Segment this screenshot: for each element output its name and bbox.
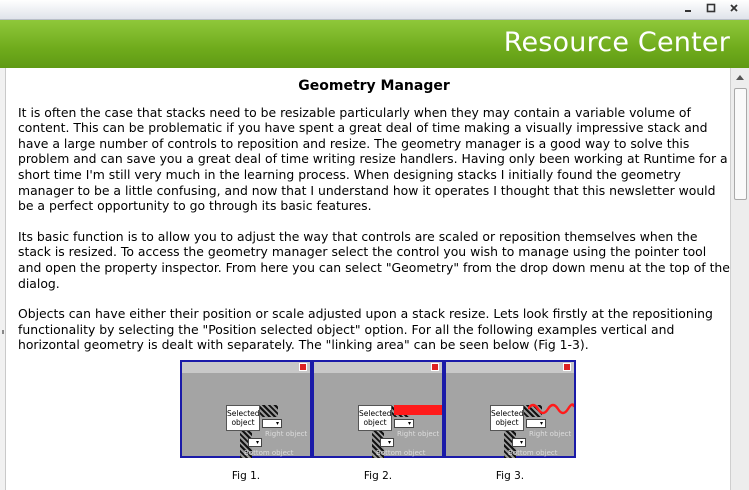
figure-1-caption: Fig 1. (231, 470, 261, 482)
left-splitter[interactable] (0, 68, 6, 490)
figure-3 (444, 360, 576, 458)
selected-object: Selected object (358, 405, 392, 431)
article-heading: Geometry Manager (298, 78, 450, 94)
close-icon (729, 3, 739, 13)
close-icon (563, 363, 571, 371)
fixed-link-bar (394, 405, 442, 415)
selected-object: Selected object (490, 405, 524, 431)
maximize-icon (706, 3, 716, 13)
paragraph-1: It is often the case that stacks need to be resizable particularly when they may contain a variable volume of content. This can be problematic if you have spent a great deal of time making a visually impressive stack and have a large number of controls to reposition and resize. The geometry manager is a good way to solve this problem and can save you a great deal of time writing resize handlers. Having only been working at Runtime for a short time I'm still very much in the learning process. When designing stacks I initially found the geometry manager to be a little confusing, and now that I understand how it operates I thought that this newsletter would be a perfect opportunity to go through its basic features. (18, 104, 728, 214)
right-object-label: Right object (529, 430, 572, 438)
window-titlebar (0, 0, 749, 20)
scrollbar-thumb[interactable] (734, 88, 747, 200)
scroll-up-icon[interactable] (733, 71, 747, 85)
bottom-object-label: Bottom object (244, 449, 294, 457)
scaled-link-wave-icon (528, 401, 574, 417)
figure-2 (312, 360, 444, 458)
close-icon (299, 363, 307, 371)
paragraph-3: Objects can have either their position or scale adjusted upon a stack resize. Lets look firstly at the repositioning functionality by selecting the "Position selected object" option. For all the following examples vertical and horizontal geometry is dealt with separately. The "linking area" can be seen below (Fig 1-3). (18, 306, 713, 353)
close-icon (431, 363, 439, 371)
article (18, 68, 730, 368)
minimize-icon (683, 3, 693, 13)
right-link-dropdown: ▾ (526, 419, 546, 428)
bottom-object-label: Bottom object (508, 449, 558, 457)
page-title: Resource Center (503, 27, 730, 58)
close-button[interactable] (726, 3, 742, 17)
right-object-label: Right object (397, 430, 440, 438)
bottom-link-dropdown: ▾ (512, 438, 526, 447)
right-object-label: Right object (265, 430, 308, 438)
header-banner (0, 20, 749, 68)
bottom-object-label: Bottom object (376, 449, 426, 457)
selected-object: Selected object (226, 405, 260, 431)
paragraph-2: Its basic function is to allow you to adjust the way that controls are scaled or reposition themselves when the stack is resized. To access the geometry manager select the control you wish to manage using the pointer tool and open the property inspector. From here you can select "Geometry" from the drop down menu at the top of the dialog. (18, 228, 730, 291)
bottom-link-dropdown: ▾ (380, 438, 394, 447)
maximize-button[interactable] (703, 3, 719, 17)
figure-2-caption: Fig 2. (363, 470, 393, 482)
figure-1 (180, 360, 312, 458)
minimize-button[interactable] (680, 3, 696, 17)
right-link-dropdown: ▾ (394, 419, 414, 428)
bottom-link-dropdown: ▾ (248, 438, 262, 447)
figure-3-caption: Fig 3. (495, 470, 525, 482)
right-link-dropdown: ▾ (262, 419, 282, 428)
vertical-scrollbar[interactable] (730, 68, 749, 490)
